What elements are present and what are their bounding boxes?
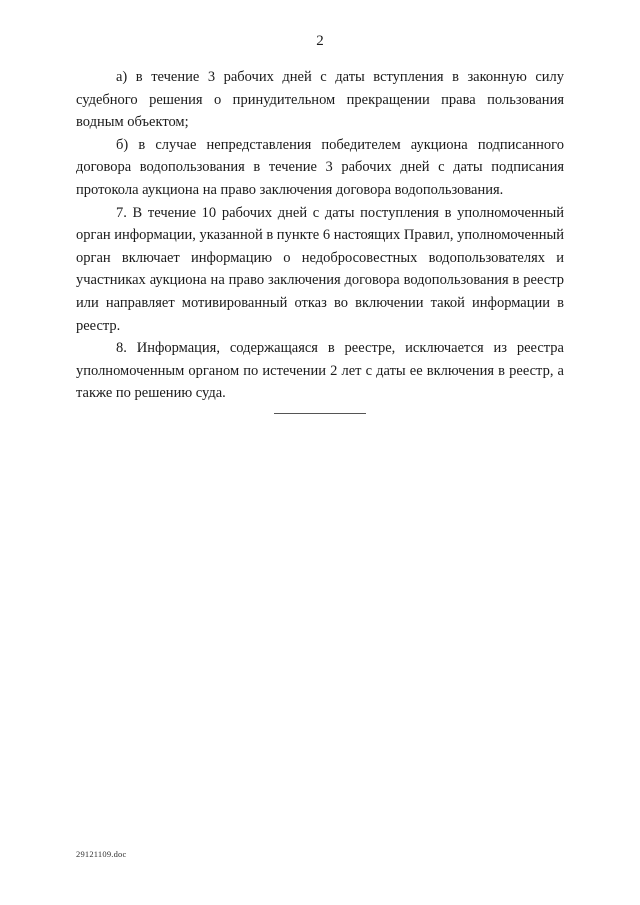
paragraph-a: а) в течение 3 рабочих дней с даты вступления в законную силу судебного решения о принудительном прекращении права пользования водным объектом; xyxy=(76,69,564,131)
paragraph-7: 7. В течение 10 рабочих дней с даты поступления в уполномоченный орган информации, указанной в пункте 6 настоящих Правил, уполномоченный орган включает информацию о недобросовестных водопользователях и участниках аукциона на право заключения договора водопользования в реестр или направляет мотивированный отказ во включении такой информации в реестр. xyxy=(76,204,565,334)
paragraph-8: 8. Информация, содержащаяся в реестре, исключается из реестра уполномоченным органом по истечении 2 лет с даты ее включения в реестр, а также по решению суда. xyxy=(76,340,564,402)
footer-file-code: 29121109.doc xyxy=(76,849,127,859)
paragraph-b: б) в случае непредставления победителем аукциона подписанного договора водопользования в течение 3 рабочих дней с даты подписания протокола аукциона на право заключения договора водопользования. xyxy=(76,136,564,198)
document-body xyxy=(76,66,564,405)
page-number: 2 xyxy=(316,33,324,49)
end-separator-line xyxy=(274,413,366,414)
